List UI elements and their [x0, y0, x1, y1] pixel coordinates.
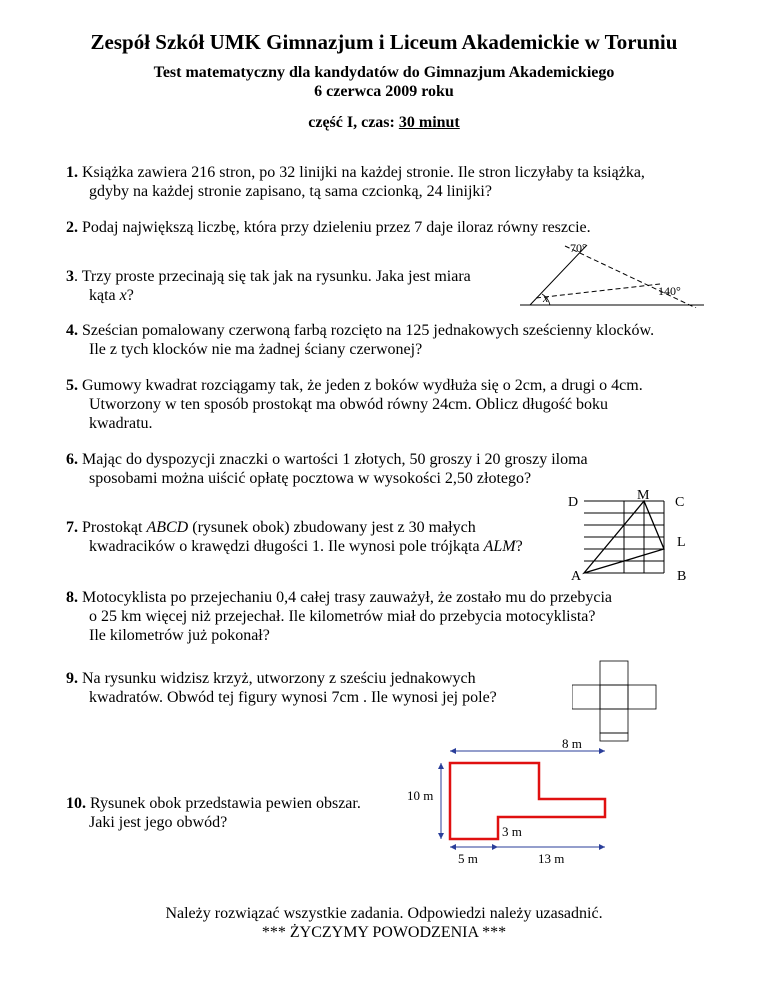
- task-text: Prostokąt: [82, 519, 147, 536]
- task-text: Jaki jest jego obwód?: [89, 814, 228, 831]
- task-text: Rysunek obok przedstawia pewien obszar.: [90, 795, 361, 812]
- task-text-line2: [66, 286, 536, 305]
- task-text: kwadratów. Obwód tej figury wynosi 7cm . Ile wynosi jej pole?: [89, 689, 497, 706]
- label-a: A: [571, 569, 582, 582]
- task-number: 6.: [66, 451, 78, 468]
- task-number: 1.: [66, 164, 78, 181]
- dim-label-bottom-right: 13 m: [538, 851, 565, 866]
- rect-name: ABCD: [146, 519, 189, 536]
- task-text: Książka zawiera 216 stron, po 32 linijki na każdej stronie. Ile stron liczyłaby ta książka,: [82, 164, 645, 181]
- line-dashed-2: [536, 284, 660, 298]
- line-dashed: [565, 246, 696, 308]
- task-text: (rysunek obok) zbudowany jest z 30 małych: [188, 519, 476, 536]
- dim-label-left: 10 m: [407, 788, 434, 803]
- task-number: 3: [66, 268, 74, 285]
- label-c: C: [675, 495, 685, 510]
- dim-label-inner: 3 m: [502, 824, 522, 839]
- task-text: Motocyklista po przejechaniu 0,4 całej trasy zauważył, że zostało mu do przebycia: [82, 589, 613, 606]
- part-prefix: część I, czas:: [308, 114, 399, 131]
- task-6: [66, 450, 706, 488]
- arrow-head: [599, 748, 605, 754]
- label-m: M: [637, 488, 650, 503]
- task-text: kwadratu.: [89, 415, 153, 432]
- test-date: 6 czerwca 2009 roku: [314, 83, 454, 100]
- task-text: Ile z tych klocków nie ma żadnej ściany czerwonej?: [89, 341, 423, 358]
- label-d: D: [568, 495, 579, 510]
- test-part: [0, 114, 768, 132]
- arrow-head: [599, 844, 605, 850]
- label-l: L: [677, 535, 686, 550]
- task-number: 5.: [66, 377, 78, 394]
- task-text: Gumowy kwadrat rozciągamy tak, że jeden z boków wydłuża się o 2cm, a drugi o 4cm.: [82, 377, 643, 394]
- region-outline: [450, 763, 605, 839]
- task-number: 9.: [66, 670, 78, 687]
- angle-label-70: 70°: [570, 241, 587, 255]
- task-text: Sześcian pomalowany czerwoną farbą rozcięto na 125 jednakowych sześcienny klocków.: [82, 322, 655, 339]
- cross-square: [600, 685, 628, 709]
- task-2: [66, 218, 706, 237]
- arrow-head: [450, 748, 456, 754]
- task-7: [66, 518, 566, 556]
- angle-variable: x: [119, 287, 127, 304]
- task-number: 2.: [66, 219, 78, 236]
- cross-square: [628, 685, 656, 709]
- task-8: [66, 588, 706, 645]
- task-text: Utworzony w ten sposób prostokąt ma obwód równy 24cm. Oblicz długość boku: [89, 396, 609, 413]
- region-figure: [405, 737, 625, 877]
- task-text: Podaj największą liczbę, która przy dzieleniu przez 7 daje iloraz równy reszcie.: [82, 219, 591, 236]
- angle-figure: [520, 236, 710, 308]
- task-number: 10.: [66, 795, 86, 812]
- task-10: [66, 794, 396, 832]
- cross-square: [600, 661, 628, 685]
- page-title: Zespół Szkół UMK Gimnazjum i Liceum Akademickie w Toruniu: [90, 30, 678, 54]
- footer-wishes: *** ŻYCZYMY POWODZENIA ***: [261, 924, 507, 941]
- task-3: [66, 267, 536, 305]
- task-text: sposobami można uiścić opłatę pocztowa w wysokości 2,50 złotego?: [89, 470, 532, 487]
- cross-square: [572, 685, 600, 709]
- footer-instructions: Należy rozwiązać wszystkie zadania. Odpowiedzi należy uzasadnić.: [165, 905, 603, 922]
- task-1: [66, 163, 706, 201]
- task-text: Mając do dyspozycji znaczki o wartości 1 złotych, 50 groszy i 20 groszy iloma: [82, 451, 588, 468]
- task-text: Na rysunku widzisz krzyż, utworzony z sześciu jednakowych: [82, 670, 476, 687]
- task-text: gdyby na każdej stronie zapisano, tą sama czcionką, 24 linijki?: [89, 183, 492, 200]
- part-time: 30 minut: [398, 114, 460, 131]
- task-5: [66, 376, 706, 433]
- task-text: kwadracików o krawędzi długości 1. Ile wynosi pole trójkąta: [89, 538, 484, 555]
- triangle-name: ALM: [483, 538, 516, 555]
- task-text: Ile kilometrów już pokonał?: [89, 627, 270, 644]
- arrow-head: [438, 833, 444, 839]
- task-number: 4.: [66, 322, 78, 339]
- angle-label-140: 140°: [658, 284, 681, 298]
- arrow-head: [450, 844, 456, 850]
- task-text: kąta: [89, 287, 120, 304]
- task-number: 8.: [66, 589, 78, 606]
- test-subtitle: Test matematyczny dla kandydatów do Gimnazjum Akademickiego: [153, 64, 615, 81]
- rectangle-figure: [558, 484, 698, 582]
- cross-square: [600, 709, 628, 733]
- label-b: B: [677, 569, 687, 582]
- cross-figure: [572, 660, 662, 742]
- arrow-head: [492, 844, 498, 850]
- task-text: ?: [515, 538, 523, 555]
- task-number: 7.: [66, 519, 78, 536]
- task-text: o 25 km więcej niż przejechał. Ile kilometrów miał do przebycia motocyklista?: [89, 608, 596, 625]
- dim-label-bottom-left: 5 m: [458, 851, 478, 866]
- dim-label-top: 8 m: [562, 737, 582, 751]
- task-9: [66, 669, 586, 707]
- task-4: [66, 321, 706, 359]
- task-text: ?: [126, 287, 134, 304]
- angle-label-x: x: [543, 291, 549, 305]
- arrow-head: [438, 763, 444, 769]
- task-text: . Trzy proste przecinają się tak jak na rysunku. Jaka jest miara: [74, 268, 471, 285]
